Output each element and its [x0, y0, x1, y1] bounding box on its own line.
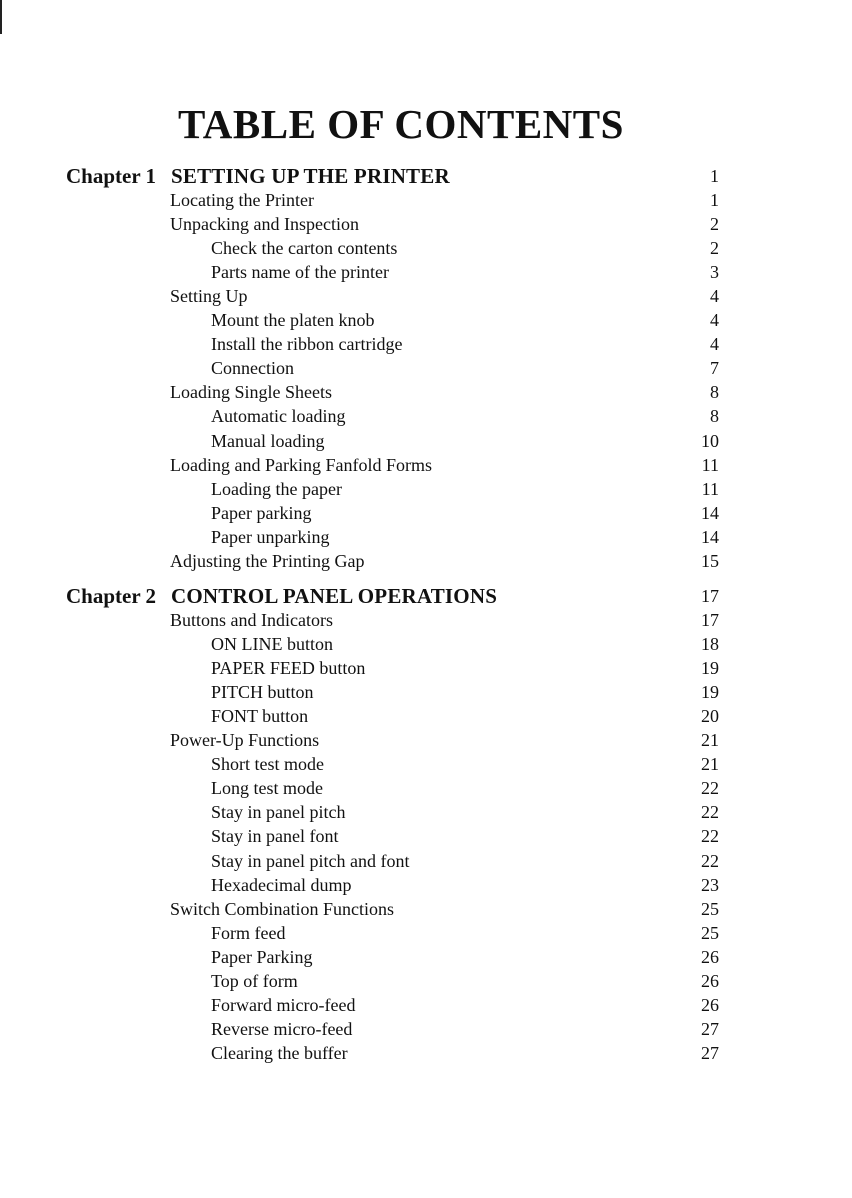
chapter-heading [0, 164, 852, 188]
toc-section-entry [0, 190, 852, 214]
toc-subsection-entry [0, 527, 852, 551]
chapter-title: SETTING UP THE PRINTER [171, 164, 450, 188]
page-title: TABLE OF CONTENTS [178, 101, 624, 147]
entry-title: Loading Single Sheets [170, 382, 332, 403]
toc-section-entry [0, 214, 852, 238]
page-number: 4 [710, 334, 719, 355]
page-number: 17 [701, 586, 719, 606]
page-number: 26 [701, 970, 719, 991]
entry-title: Stay in panel pitch and font [211, 850, 410, 871]
entry-title: Paper unparking [211, 526, 330, 547]
toc-section-entry [0, 610, 852, 634]
entry-title: ON LINE button [211, 634, 333, 655]
toc-section-entry [0, 730, 852, 754]
page-number: 2 [710, 238, 719, 259]
page-number: 8 [710, 382, 719, 403]
entry-title: Install the ribbon cartridge [211, 334, 403, 355]
toc-subsection-entry [0, 658, 852, 682]
toc-subsection-entry [0, 1043, 852, 1067]
toc-subsection-entry [0, 503, 852, 527]
page-number: 21 [701, 730, 719, 751]
page-number: 10 [701, 430, 719, 451]
toc-subsection-entry [0, 406, 852, 430]
page-number: 14 [701, 502, 719, 523]
page-number: 27 [701, 1042, 719, 1063]
entry-title: Clearing the buffer [211, 1042, 348, 1063]
toc-subsection-entry [0, 634, 852, 658]
page-number: 19 [701, 658, 719, 679]
scan-edge-mark [0, 0, 2, 34]
toc-subsection-entry [0, 778, 852, 802]
page-number: 21 [701, 754, 719, 775]
entry-title: Locating the Printer [170, 190, 314, 210]
entry-title: Paper parking [211, 502, 312, 523]
page-number: 22 [701, 778, 719, 799]
entry-title: Form feed [211, 922, 286, 943]
entry-title: Parts name of the printer [211, 262, 389, 283]
entry-title: Paper Parking [211, 946, 313, 967]
page-number: 7 [710, 358, 719, 379]
entry-title: PAPER FEED button [211, 658, 366, 679]
page-number: 15 [701, 550, 719, 571]
entry-title: Reverse micro-feed [211, 1018, 353, 1039]
page-number: 14 [701, 526, 719, 547]
toc-section-entry [0, 455, 852, 479]
toc-subsection-entry [0, 334, 852, 358]
toc-subsection-entry [0, 1019, 852, 1043]
entry-title: Power-Up Functions [170, 730, 320, 751]
toc-subsection-entry [0, 262, 852, 286]
toc-subsection-entry [0, 995, 852, 1019]
page-number: 4 [710, 286, 719, 307]
toc-section-entry [0, 551, 852, 575]
entry-title: Stay in panel font [211, 826, 339, 847]
entry-title: Unpacking and Inspection [170, 214, 359, 235]
toc-subsection-entry [0, 431, 852, 455]
page-number: 22 [701, 826, 719, 847]
toc-subsection-entry [0, 682, 852, 706]
entry-title: Long test mode [211, 778, 323, 799]
toc-subsection-entry [0, 706, 852, 730]
toc-subsection-entry [0, 971, 852, 995]
chapter-label: Chapter 2 [66, 584, 157, 608]
page-number: 17 [701, 610, 719, 630]
page-number: 19 [701, 682, 719, 703]
entry-title: Automatic loading [211, 406, 346, 427]
page-number: 2 [710, 214, 719, 235]
entry-title: Stay in panel pitch [211, 802, 346, 823]
entry-title: Check the carton contents [211, 238, 398, 259]
page-number: 23 [701, 874, 719, 895]
toc-section-entry [0, 286, 852, 310]
entry-title: Hexadecimal dump [211, 874, 352, 895]
page-number: 1 [710, 166, 719, 186]
page-number: 11 [701, 454, 719, 475]
entry-title: Buttons and Indicators [170, 610, 333, 630]
toc-subsection-entry [0, 238, 852, 262]
entry-title: Short test mode [211, 754, 324, 775]
page-number: 22 [701, 802, 719, 823]
page-number: 22 [701, 850, 719, 871]
toc-subsection-entry [0, 358, 852, 382]
toc-subsection-entry [0, 947, 852, 971]
page-number: 25 [701, 922, 719, 943]
page-number: 1 [710, 190, 719, 210]
entry-title: Loading and Parking Fanfold Forms [170, 454, 432, 475]
toc-subsection-entry [0, 754, 852, 778]
page-number: 4 [710, 310, 719, 331]
page-number: 25 [701, 898, 719, 919]
toc-subsection-entry [0, 479, 852, 503]
page-number: 26 [701, 946, 719, 967]
entry-title: PITCH button [211, 682, 314, 703]
page-number: 26 [701, 994, 719, 1015]
entry-title: Adjusting the Printing Gap [170, 550, 365, 571]
page-number: 20 [701, 706, 719, 727]
page-number: 27 [701, 1018, 719, 1039]
entry-title: Forward micro-feed [211, 994, 356, 1015]
page-number: 11 [701, 478, 719, 499]
toc-subsection-entry [0, 826, 852, 850]
toc-section-entry [0, 899, 852, 923]
toc-subsection-entry [0, 923, 852, 947]
toc-section-entry [0, 382, 852, 406]
page-number: 18 [701, 634, 719, 655]
entry-title: FONT button [211, 706, 309, 727]
entry-title: Manual loading [211, 430, 325, 451]
entry-title: Top of form [211, 970, 298, 991]
chapter-heading [0, 584, 852, 608]
toc-subsection-entry [0, 851, 852, 875]
chapter-title: CONTROL PANEL OPERATIONS [171, 584, 498, 608]
entry-title: Connection [211, 358, 294, 379]
entry-title: Switch Combination Functions [170, 898, 395, 919]
toc-subsection-entry [0, 310, 852, 334]
chapter-label: Chapter 1 [66, 164, 157, 188]
toc-subsection-entry [0, 875, 852, 899]
entry-title: Setting Up [170, 286, 248, 307]
entry-title: Loading the paper [211, 478, 342, 499]
page-number: 8 [710, 406, 719, 427]
entry-title: Mount the platen knob [211, 310, 375, 331]
page-number: 3 [710, 262, 719, 283]
toc-subsection-entry [0, 802, 852, 826]
